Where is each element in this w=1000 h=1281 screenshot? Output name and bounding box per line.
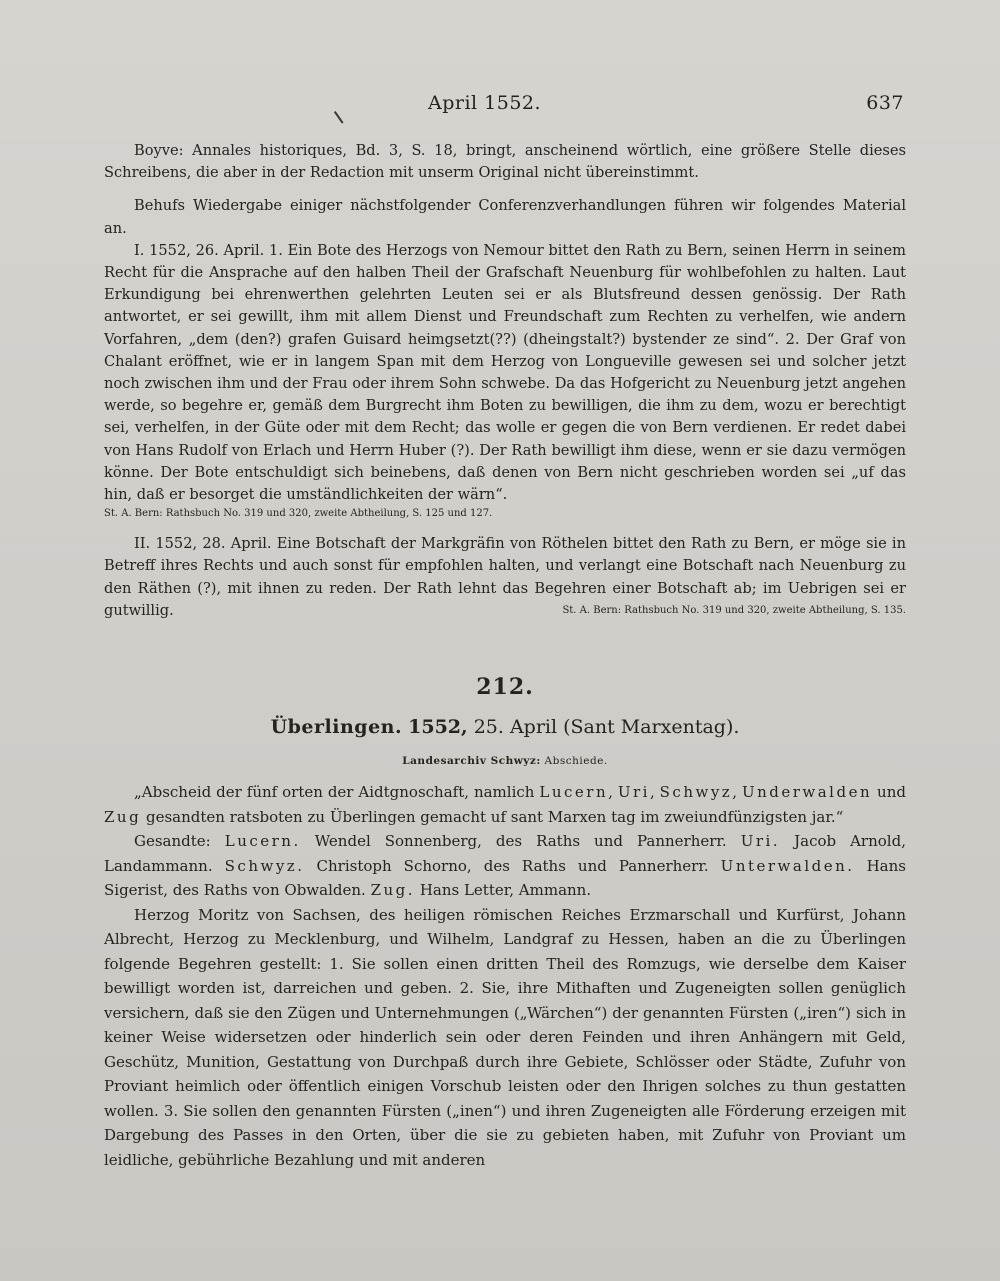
gesandte-unterwalden: Unterwalden. [720, 856, 855, 875]
quote-und: und [877, 783, 906, 802]
abscheid-quote: „Abscheid der fünf orten der Aidtgnoschaft, namlich Lucern, Uri, Schwyz, Underwalden und Zug gesandten ratsboten zu Überlingen gemacht uf sant Marxen tag im zweiundfünzigsten jar.“ [104, 783, 906, 826]
gesandte-uri: Uri. [740, 832, 781, 851]
section-place: Überlingen. [270, 716, 403, 739]
archive-collection: Abschiede. [544, 755, 608, 768]
schwyz-envoy: Christoph Schorno, des Raths und Pannerherr. [316, 856, 709, 875]
section-year: 1552, [408, 716, 468, 739]
unterwalden-envoy: Hans Sigerist, des Raths von Obwalden. [104, 856, 906, 900]
section-date: 25. April (Sant Marxentag). [473, 716, 740, 739]
page-header [0, 92, 1000, 122]
quote-part-1: „Abscheid der fünf orten der Aidtgnoschaft, namlich [134, 783, 535, 802]
main-paragraph: Herzog Moritz von Sachsen, des heiligen römischen Reiches Erzmarschall und Kurfürst, Johann Albrecht, Herzog zu Mecklenburg, und Wilhelm, Landgraf zu Hessen, haben an die zu Überlingen folgende Begehren gestellt: 1. Sie sollen einen dritten Theil des Romzugs, wie derselbe dem Kaiser bewilligt worden ist, darreichen und geben. 2. Sie, ihre Mithaften und Zugeneigten sollen genüglich versichern, daß sie den Zügen und Unternehmungen („Wärchen“) der genannten Fürsten („iren“) sich in keiner Weise widersetzen oder hinderlich sein oder deren Feinden und ihren Anhängern mit Geld, Geschütz, Munition, Gestattung von Durchpaß durch ihre Gebiete, Schlösser oder Städte, Zufuhr von Proviant heimlich oder öffentlich einigen Vorschub leisten oder den Ihrigen solches zu thun gestatten wollen. 3. Sie sollen den genannten Fürsten („inen“) und ihren Zugeneigten alle Förderung erzeigen mit Dargebung des Passes in den Orten, über die sie zu gebieten haben, mit Zufuhr von Proviant um leidliche, gebührliche Bezahlung und mit anderen [104, 905, 906, 1169]
zug-envoy: Hans Letter, Ammann. [419, 881, 592, 900]
section-number: 212. [476, 674, 534, 701]
gesandte-schwyz: Schwyz. [224, 856, 305, 875]
archive-reference [104, 750, 906, 772]
lucern-envoy: Wendel Sonnenberg, des Raths und Pannerherr. [314, 832, 727, 851]
quote-schwyz: Schwyz [659, 783, 733, 802]
quote-unterwalden: Underwalden [741, 783, 873, 802]
item-2-paragraph [104, 533, 906, 622]
item-2-citation: St. A. Bern: Rathsbuch No. 319 und 320, zweite Abtheilung, S. 135. [562, 604, 906, 616]
behufs-paragraph: Behufs Wiedergabe einiger nächstfolgender Conferenzverhandlungen führen wir folgendes Material an. [104, 197, 906, 237]
gesandte-zug: Zug. [370, 881, 416, 900]
quote-uri: Uri [617, 783, 650, 802]
gesandte-label: Gesandte: [134, 832, 211, 851]
quote-part-2: gesandten ratsboten zu Überlingen gemacht uf sant Marxen tag im zweiundfünzigsten jar.“ [145, 807, 844, 826]
uri-envoy: Jacob Arnold, Landammann. [104, 832, 906, 875]
section-title [104, 714, 906, 740]
quote-lucern: Lucern [539, 783, 609, 802]
item-1-paragraph: I. 1552, 26. April. 1. Ein Bote des Herzogs von Nemour bittet den Rath zu Bern, seinen Herrn in seinem Recht für die Ansprache auf den halben Theil der Grafschaft Neuenburg für wohlbefohlen zu halten. Laut Erkundigung bei ehrenwerthen gelehrten Leuten sei er als Blutsfreund dessen genössig. Der Rath antwortet, er sei gewillt, ihm mit allem Dienst und Freundschaft zum Rechten zu verhelfen, wie andern Vorfahren, „dem (den?) grafen Guisard heimgsetzt(??) (dheingstalt?) bystender ze sind“. 2. Der Graf von Chalant eröffnet, wie er in langem Span mit dem Herzog von Longueville gewesen sei und solcher jetzt noch zwischen ihm und der Frau oder ihrem Sohn schwebe. Da das Hofgericht zu Neuenburg jetzt angehen werde, so begehre er, gemäß dem Burgrecht ihm Boten zu bewilligen, die ihm zu dem, wozu er berechtigt sei, verhelfen, in der Güte oder mit dem Recht; das wolle er gegen die von Bern verdienen. Er redet dabei von Hans Rudolf von Erlach und Herrn Huber (?). Der Rath bewilligt ihm diese, wenn er sie dazu vermögen könne. Der Bote entschuldigt sich beinebens, daß denen von Bern nicht geschrieben worden sei „uf das hin, daß er besorget die umständlichkeiten der wärn“. [104, 241, 906, 504]
quote-zug: Zug [104, 807, 142, 826]
running-head: April 1552. [428, 92, 542, 114]
page-body [104, 140, 906, 1172]
gesandte-paragraph [104, 829, 906, 903]
boyve-paragraph: Boyve: Annales historiques, Bd. 3, S. 18, bringt, anscheinend wörtlich, eine größere Stelle dieses Schreibens, die aber in der Redaction mit unserm Original nicht übereinstimmt. [104, 142, 906, 182]
archive-name: Landesarchiv Schwyz: [402, 755, 541, 768]
page-number: 637 [866, 92, 904, 114]
gesandte-lucern: Lucern. [224, 832, 301, 851]
item-2-text: II. 1552, 28. April. Eine Botschaft der Markgräfin von Röthelen bittet den Rath zu Bern, er möge sie in Betreff ihres Rechts und auch sonst für empfohlen halten, und verlangt eine Botschaft nach Neuenburg zu den Räthen (?), mit ihnen zu reden. Der Rath lehnt das Begehren einer Botschaft ab; im Uebrigen sei er gutwillig. [104, 535, 906, 619]
item-1-citation: St. A. Bern: Rathsbuch No. 319 und 320, zweite Abtheilung, S. 125 und 127. [104, 508, 493, 520]
